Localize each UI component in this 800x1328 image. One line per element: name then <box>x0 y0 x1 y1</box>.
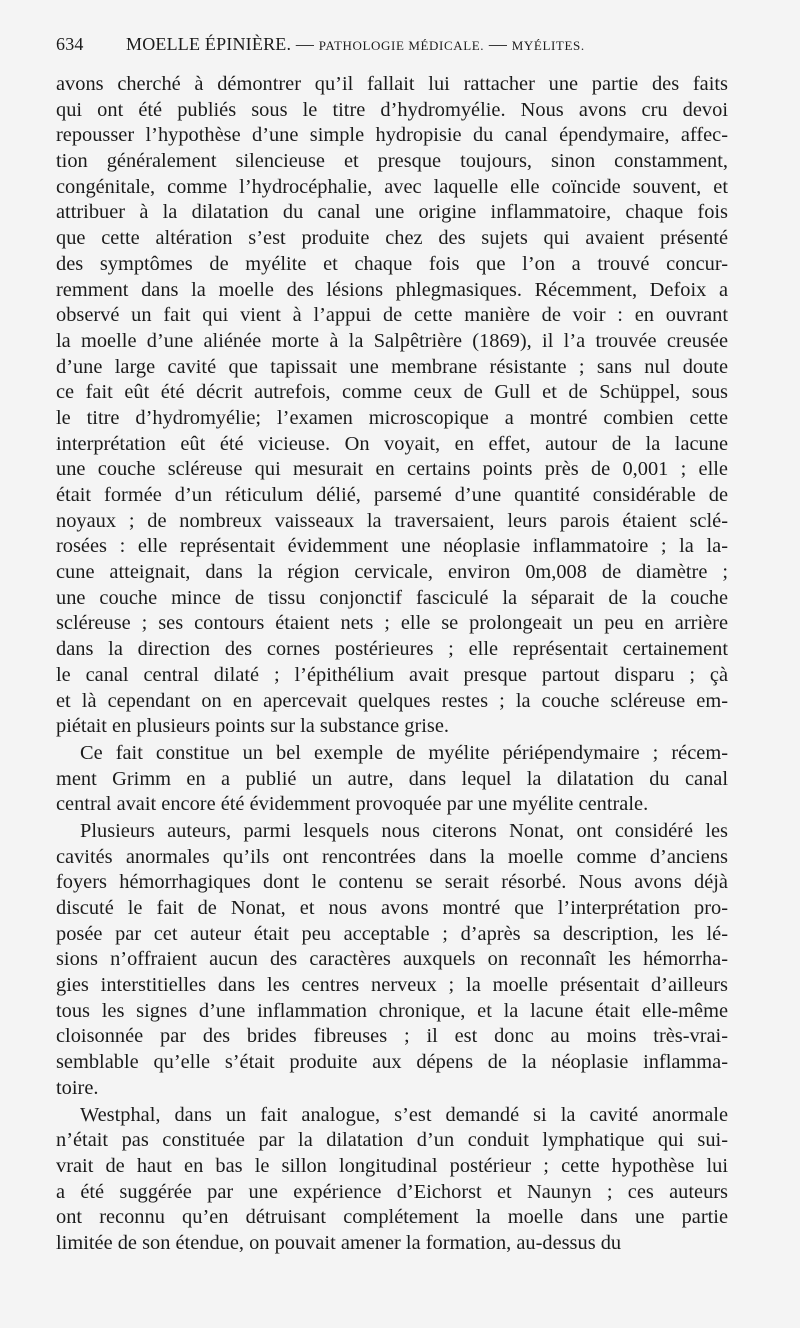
text-line: et là cependant on en apercevait quelques restes ; la couche scléreuse em- <box>56 689 728 712</box>
text-line: le canal central dilaté ; l’épithélium avait presque partout disparu ; çà <box>56 663 728 686</box>
text-line: limitée de son étendue, on pouvait amener la formation, au-dessus du <box>56 1231 622 1254</box>
text-line: qui ont été publiés sous le titre d’hydromyélie. Nous avons cru devoi <box>56 98 728 121</box>
paragraph <box>56 72 728 740</box>
text-line: foyers hémorrhagiques dont le contenu se serait résorbé. Nous avons déjà <box>56 871 728 894</box>
text-line: d’une large cavité que tapissait une membrane résistante ; sans nul doute <box>56 355 728 378</box>
text-line: cavités anormales qu’ils ont rencontrées dans la moelle comme d’anciens <box>56 845 728 868</box>
text-line: avons cherché à démontrer qu’il fallait lui rattacher une partie des faits <box>56 73 728 95</box>
text-line: posée par cet auteur était peu acceptable ; d’après sa description, les lé- <box>56 922 728 945</box>
text-line: était formée d’un réticulum délié, parsemé d’une quantité considérable de <box>56 484 728 506</box>
text-line: des symptômes de myélite et chaque fois que l’on a trouvé concur- <box>56 252 728 275</box>
text-line: cloisonnée par des brides fibreuses ; il est donc au moins très-vrai- <box>56 1025 728 1048</box>
paragraph <box>56 1103 728 1257</box>
text-line: Ce fait constitue un bel exemple de myélite périépendymaire ; récem- <box>80 741 728 764</box>
page-number: 634 <box>56 34 84 54</box>
text-line: noyaux ; de nombreux vaisseaux la traversaient, leurs parois étaient sclé- <box>56 509 728 532</box>
text-line: une couche scléreuse qui mesurait en certains points près de 0,001 ; elle <box>56 458 728 481</box>
text-line: remment dans la moelle des lésions phlegmasiques. Récemment, Defoix a <box>56 278 728 301</box>
text-line: toire. <box>56 1076 99 1099</box>
text-line: attribuer à la dilatation du canal une origine inflammatoire, chaque fois <box>56 201 728 224</box>
text-line: repousser l’hypothèse d’une simple hydropisie du canal épendymaire, affec- <box>56 124 728 147</box>
running-title <box>126 34 585 55</box>
text-line: Westphal, dans un fait analogue, s’est demandé si la cavité anormale <box>80 1103 728 1126</box>
paragraph <box>56 819 728 1102</box>
text-line: dans la direction des cornes postérieures ; elle représentait certainement <box>56 638 728 661</box>
text-line: scléreuse ; ses contours étaient nets ; elle se prolongeait un peu en arrière <box>56 612 728 635</box>
text-line: vrait de haut en bas le sillon longitudinal postérieur ; cette hypothèse lui <box>56 1154 728 1177</box>
body-text <box>56 72 728 1257</box>
text-line: n’était pas constituée par la dilatation d’un conduit lymphatique qui sui- <box>56 1129 728 1152</box>
text-line: gies interstitielles dans les centres nerveux ; la moelle présentait d’ailleurs <box>56 974 728 997</box>
text-line: tous les signes d’une inflammation chronique, et la lacune était elle-même <box>56 999 728 1022</box>
title-part-2: PATHOLOGIE MÉDICALE. <box>318 38 485 53</box>
text-line: interprétation eût été vicieuse. On voyait, en effet, autour de la lacune <box>56 432 728 455</box>
title-part-3: MYÉLITES. <box>511 38 585 53</box>
running-header <box>56 34 756 64</box>
title-dash-1: — <box>295 34 315 54</box>
title-main: MOELLE ÉPINIÈRE. <box>126 34 292 54</box>
text-line: observé un fait qui vient à l’appui de cette manière de voir : en ouvrant <box>56 304 728 327</box>
text-line: discuté le fait de Nonat, et nous avons montré que l’interprétation pro- <box>56 897 728 919</box>
text-line: central avait encore été évidemment provoquée par une myélite centrale. <box>56 793 649 816</box>
paragraph <box>56 741 728 818</box>
text-line: cune atteignait, dans la région cervicale, environ 0m,008 de diamètre ; <box>56 561 728 584</box>
text-line: piétait en plusieurs points sur la substance grise. <box>56 715 450 738</box>
text-line: que cette altération s’est produite chez des sujets qui avaient présenté <box>56 227 728 250</box>
text-line: congénitale, comme l’hydrocéphalie, avec laquelle elle coïncide souvent, et <box>56 175 728 198</box>
text-line: tion généralement silencieuse et presque toujours, sinon constamment, <box>56 150 728 173</box>
title-dash-2: — <box>488 34 508 54</box>
text-line: Plusieurs auteurs, parmi lesquels nous citerons Nonat, ont considéré les <box>80 819 728 842</box>
text-line: la moelle d’une aliénée morte à la Salpêtrière (1869), il l’a trouvée creusée <box>56 329 728 352</box>
text-line: ont reconnu qu’en détruisant complétement la moelle dans une partie <box>56 1206 728 1229</box>
text-line: ment Grimm en a publié un autre, dans lequel la dilatation du canal <box>56 767 728 790</box>
text-line: le titre d’hydromyélie; l’examen microscopique a montré combien cette <box>56 406 728 429</box>
text-line: une couche mince de tissu conjonctif fasciculé la séparait de la couche <box>56 586 728 609</box>
text-line: rosées : elle représentait évidemment une néoplasie inflammatoire ; la la- <box>56 535 728 558</box>
text-line: sions n’offraient aucun des caractères auxquels on reconnaît les hémorrha- <box>56 948 728 971</box>
text-line: ce fait eût été décrit autrefois, comme ceux de Gull et de Schüppel, sous <box>56 381 728 404</box>
text-line: semblable qu’elle s’était produite aux dépens de la néoplasie inflamma- <box>56 1051 728 1074</box>
text-line: a été suggérée par une expérience d’Eichorst et Naunyn ; ces auteurs <box>56 1180 728 1203</box>
